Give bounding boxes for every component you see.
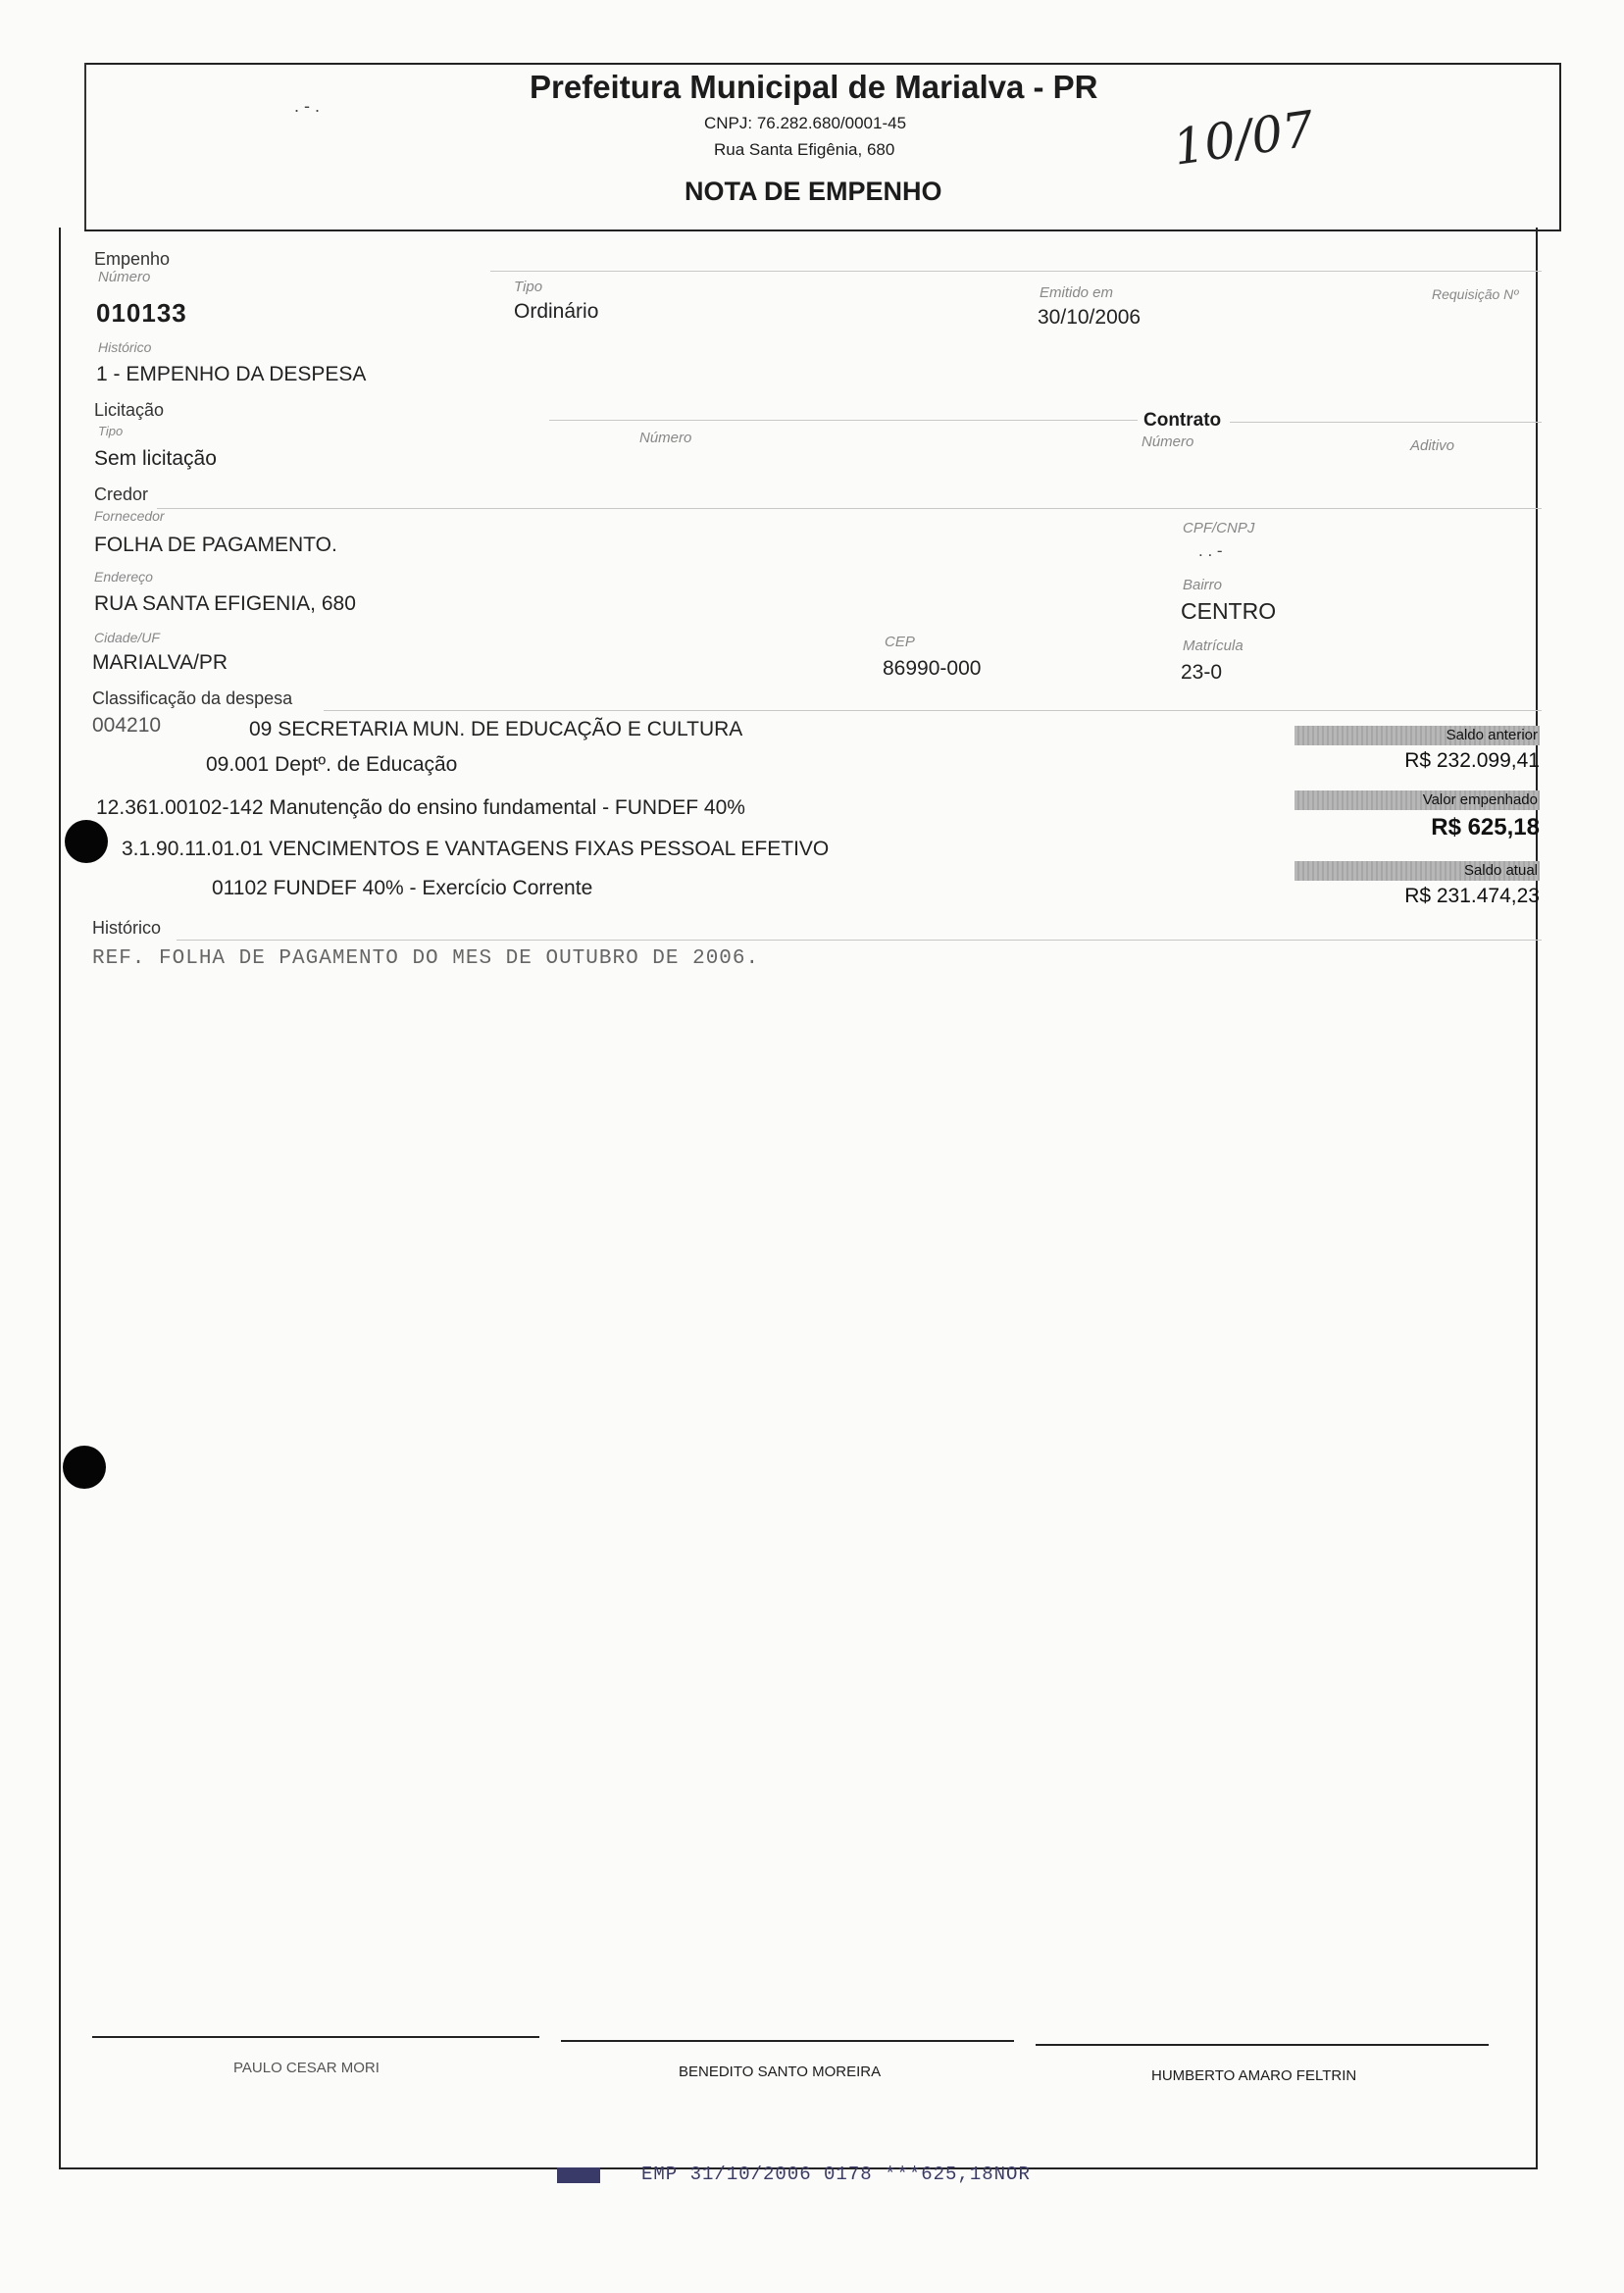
fornecedor-label: Fornecedor [94,508,165,524]
cpf-label: CPF/CNPJ [1183,520,1255,536]
matricula-label: Matrícula [1183,637,1243,654]
empenho-historico-label: Histórico [98,339,152,355]
classificacao-line-1: 09 SECRETARIA MUN. DE EDUCAÇÃO E CULTURA [249,718,743,740]
requisicao-label: Requisição Nº [1432,286,1519,302]
stamp-text: EMP 31/10/2006 0178 ***625,18NOR [641,2164,1031,2185]
cidade-label: Cidade/UF [94,630,160,645]
left-edge-line [84,63,86,229]
bairro-label: Bairro [1183,577,1223,593]
credor-divider [157,508,1542,509]
fornecedor-value: FOLHA DE PAGAMENTO. [94,534,337,556]
endereco-value: RUA SANTA EFIGENIA, 680 [94,592,356,615]
endereco-label: Endereço [94,569,153,585]
historico-text: REF. FOLHA DE PAGAMENTO DO MES DE OUTUBRO DE 2006. [92,947,760,970]
classificacao-line-5: 01102 FUNDEF 40% - Exercício Corrente [212,877,593,899]
cpf-value: . . - [1198,541,1223,560]
handwritten-note: 10/07 [1169,100,1318,177]
stamp-block [557,2167,600,2183]
address-text: Rua Santa Efigênia, 680 [714,140,895,159]
valor-empenhado-label: Valor empenhado [1294,790,1540,810]
signature-line-3 [1036,2044,1489,2046]
signature-name-3: HUMBERTO AMARO FELTRIN [1151,2067,1357,2084]
empenho-section-label: Empenho [94,249,171,269]
body-frame [59,228,1538,2169]
cnpj-text: CNPJ: 76.282.680/0001-45 [704,114,907,132]
historico-divider [177,940,1542,941]
classificacao-line-3: 12.361.00102-142 Manutenção do ensino fundamental - FUNDEF 40% [96,796,745,819]
signature-name-2: BENEDITO SANTO MOREIRA [679,2064,882,2080]
classificacao-section-label: Classificação da despesa [92,688,293,708]
document-title: NOTA DE EMPENHO [685,177,942,206]
licitacao-tipo-label: Tipo [98,424,124,438]
saldo-anterior-label: Saldo anterior [1294,726,1540,745]
credor-section-label: Credor [94,484,149,504]
classificacao-code: 004210 [92,714,162,737]
empenho-numero: 010133 [96,298,187,328]
signature-name-1: PAULO CESAR MORI [233,2060,380,2076]
classificacao-divider [324,710,1542,711]
punch-hole-bottom [63,1446,106,1489]
licitacao-section-label: Licitação [94,400,165,420]
empenho-tipo-label: Tipo [514,279,543,295]
contrato-divider [1230,422,1542,423]
corner-marks: . - . [294,96,320,116]
signature-line-1 [92,2036,539,2038]
saldo-atual-label: Saldo atual [1294,861,1540,881]
matricula-value: 23-0 [1181,661,1223,684]
emitido-label: Emitido em [1040,284,1114,301]
contrato-numero-label: Número [1142,433,1194,450]
bairro-value: CENTRO [1181,598,1277,624]
licitacao-tipo: Sem licitação [94,447,217,470]
saldo-anterior-value: R$ 232.099,41 [1404,749,1540,772]
valor-empenhado-value: R$ 625,18 [1431,814,1540,841]
historico-section-label: Histórico [92,918,162,938]
cep-value: 86990-000 [883,657,982,680]
cep-label: CEP [885,634,915,650]
municipality-title: Prefeitura Municipal de Marialva - PR [530,69,1098,105]
saldo-atual-value: R$ 231.474,23 [1404,885,1540,907]
classificacao-line-2: 09.001 Deptº. de Educação [206,753,458,776]
licitacao-numero-label: Número [639,430,692,446]
contrato-label: Contrato [1143,410,1222,431]
empenho-numero-label: Número [98,269,151,285]
licitacao-divider [549,420,1138,421]
empenho-tipo: Ordinário [514,300,599,323]
empenho-historico: 1 - EMPENHO DA DESPESA [96,363,367,385]
signature-line-2 [561,2040,1014,2042]
punch-hole-top [65,820,108,863]
aditivo-label: Aditivo [1410,437,1455,454]
classificacao-line-4: 3.1.90.11.01.01 VENCIMENTOS E VANTAGENS FIXAS PESSOAL EFETIVO [122,838,830,860]
empenho-divider [490,271,1542,272]
cidade-value: MARIALVA/PR [92,651,228,674]
emitido-date: 30/10/2006 [1038,306,1142,329]
